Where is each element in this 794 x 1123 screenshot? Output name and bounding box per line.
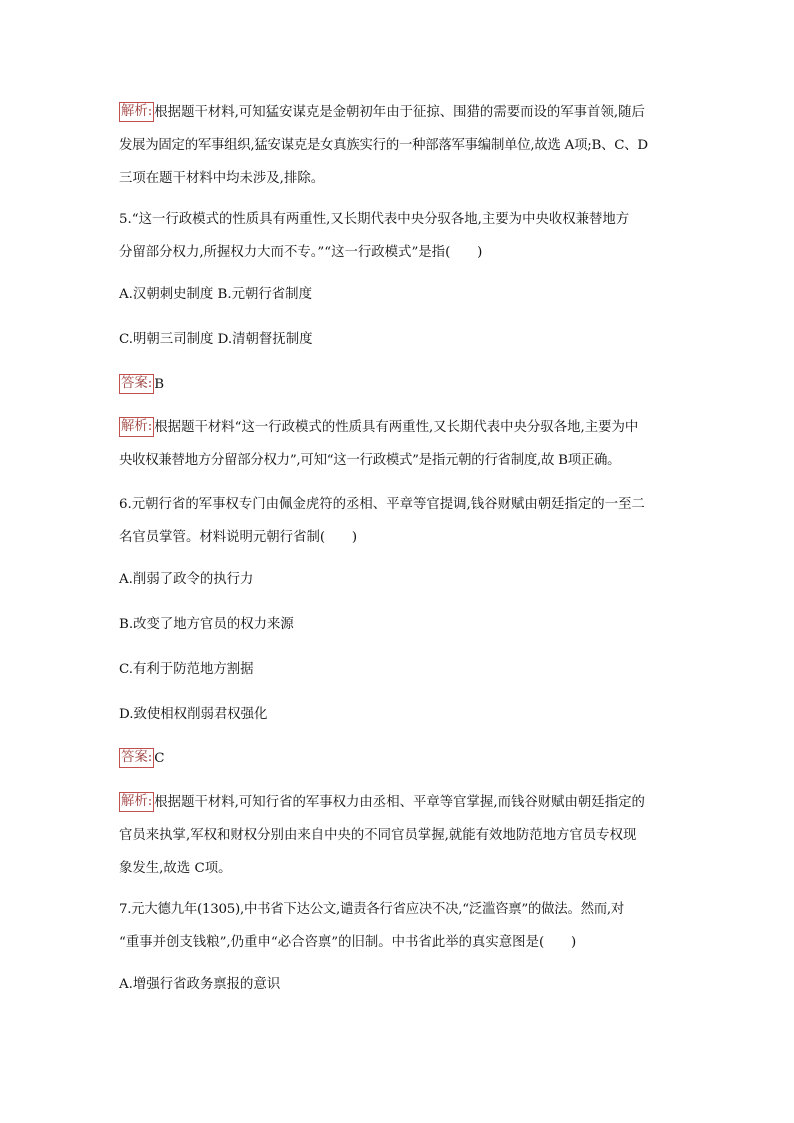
analysis-line: 象发生,故选 C项。 bbox=[119, 861, 232, 876]
option-line: A.汉朝刺史制度 B.元朝行省制度 bbox=[119, 287, 312, 302]
q4-analysis bbox=[119, 96, 679, 195]
q5-options-ab bbox=[119, 278, 679, 311]
option-line: C.明朝三司制度 D.清朝督抚制度 bbox=[119, 332, 313, 347]
q5-options-cd bbox=[119, 323, 679, 356]
q6-answer bbox=[119, 742, 679, 775]
analysis-line bbox=[119, 96, 679, 129]
analysis-line: 发展为固定的军事组织,猛安谋克是女真族实行的一种部落军事编制单位,故选 A项;B、C、D bbox=[119, 138, 648, 153]
analysis-line: 央收权兼替地方分留部分权力”,可知“这一行政模式”是指元朝的行省制度,故 B项正确。 bbox=[119, 453, 621, 468]
q6-analysis bbox=[119, 786, 679, 885]
analysis-line bbox=[119, 786, 679, 819]
q6-option-b bbox=[119, 608, 679, 641]
answer-value: B bbox=[154, 377, 165, 392]
question-stem-line: 7.元大德九年(1305),中书省下达公文,谴责各行省应决不决,“泛滥咨禀”的做法。然而,对 bbox=[119, 902, 625, 917]
question-stem-line: “重事并创支钱粮”,仍重申“必合咨禀”的旧制。中书省此举的真实意图是( ) bbox=[119, 935, 577, 950]
question-6 bbox=[119, 488, 679, 554]
analysis-text: 根据题干材料,可知猛安谋克是金朝初年由于征掠、围猎的需要而设的军事首领,随后 bbox=[154, 105, 645, 120]
option-line: A.增强行省政务禀报的意识 bbox=[119, 977, 281, 992]
answer-label: 答案: bbox=[119, 374, 154, 394]
answer-line bbox=[119, 368, 679, 401]
question-stem-line: 名官员掌管。材料说明元朝行省制( ) bbox=[119, 530, 358, 545]
answer-line bbox=[119, 742, 679, 775]
answer-label: 答案: bbox=[119, 748, 154, 768]
question-stem-line: 分留部分权力,所握权力大而不专。”“这一行政模式”是指( ) bbox=[119, 245, 483, 260]
analysis-text: 根据题干材料“这一行政模式的性质具有两重性,又长期代表中央分驭各地,主要为中 bbox=[154, 420, 639, 435]
analysis-label: 解析: bbox=[119, 417, 154, 437]
q7-option-a bbox=[119, 968, 679, 1001]
question-5 bbox=[119, 203, 679, 269]
option-line: D.致使相权削弱君权强化 bbox=[119, 707, 268, 722]
analysis-line bbox=[119, 411, 679, 444]
option-line: B.改变了地方官员的权力来源 bbox=[119, 617, 294, 632]
option-line: C.有利于防范地方割据 bbox=[119, 662, 254, 677]
question-stem-line: 5.“这一行政模式的性质具有两重性,又长期代表中央分驭各地,主要为中央收权兼替地方 bbox=[119, 212, 630, 227]
q5-answer bbox=[119, 368, 679, 401]
analysis-line: 官员来执掌,军权和财权分别由来自中央的不同官员掌握,就能有效地防范地方官员专权现 bbox=[119, 828, 637, 843]
q6-option-d bbox=[119, 698, 679, 731]
q6-option-c bbox=[119, 653, 679, 686]
analysis-label: 解析: bbox=[119, 792, 154, 812]
q5-analysis bbox=[119, 411, 679, 477]
analysis-line: 三项在题干材料中均未涉及,排除。 bbox=[119, 171, 325, 186]
q6-option-a bbox=[119, 563, 679, 596]
question-stem-line: 6.元朝行省的军事权专门由佩金虎符的丞相、平章等官提调,钱谷财赋由朝廷指定的一至二 bbox=[119, 497, 645, 512]
option-line: A.削弱了政令的执行力 bbox=[119, 572, 254, 587]
analysis-text: 根据题干材料,可知行省的军事权力由丞相、平章等官掌握,而钱谷财赋由朝廷指定的 bbox=[154, 795, 645, 810]
question-7 bbox=[119, 893, 679, 959]
analysis-label: 解析: bbox=[119, 102, 154, 122]
answer-value: C bbox=[154, 751, 165, 766]
